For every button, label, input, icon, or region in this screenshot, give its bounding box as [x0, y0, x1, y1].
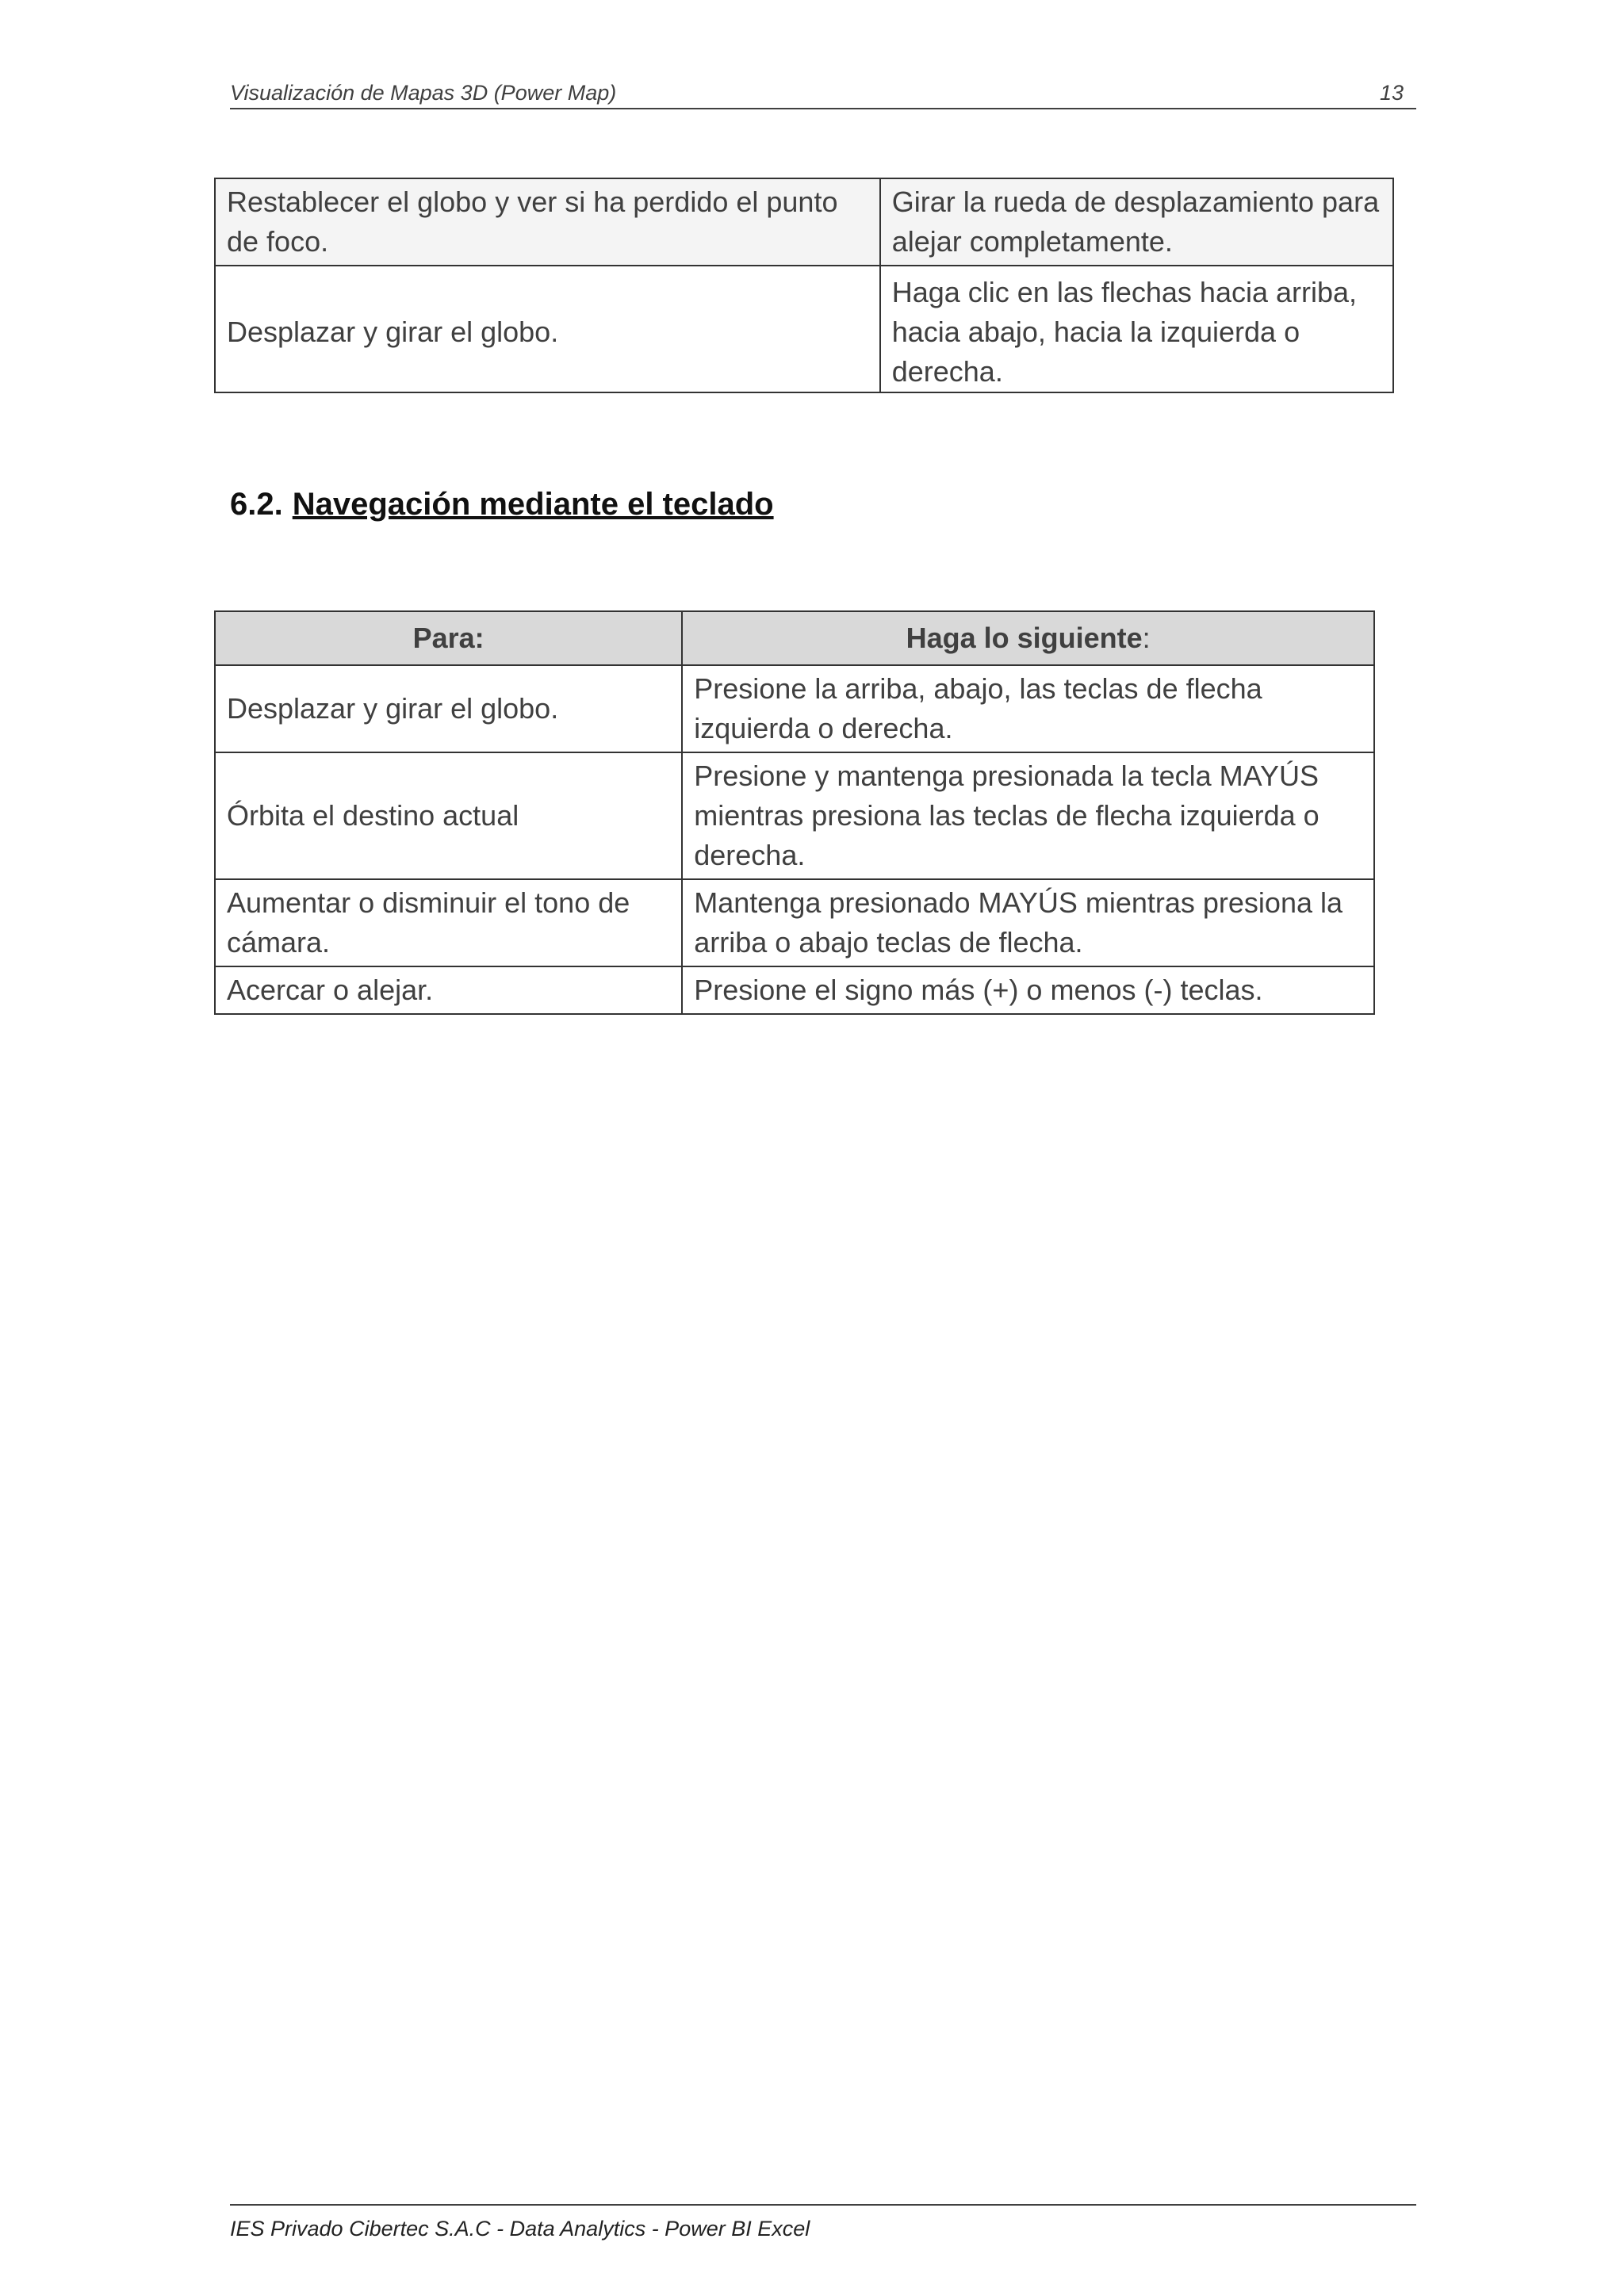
table-header-row [215, 611, 1374, 665]
table-cell-instruction: Presione el signo más (+) o menos (-) teclas. [682, 966, 1374, 1014]
table-row [215, 879, 1374, 966]
table-cell-action: Órbita el destino actual [215, 752, 682, 879]
table-cell-action: Desplazar y girar el globo. [215, 266, 880, 392]
table-cell-instruction: Girar la rueda de desplazamiento para alejar completamente. [880, 178, 1393, 266]
table-cell-action: Restablecer el globo y ver si ha perdido el punto de foco. [215, 178, 880, 266]
table-cell-instruction: Presione la arriba, abajo, las teclas de flecha izquierda o derecha. [682, 665, 1374, 752]
footer-text: IES Privado Cibertec S.A.C - Data Analytics - Power BI Excel [230, 2217, 810, 2241]
column-header-colon: : [1142, 622, 1151, 654]
table-cell-instruction: Haga clic en las flechas hacia arriba, hacia abajo, hacia la izquierda o derecha. [880, 266, 1393, 392]
table-cell-action: Desplazar y girar el globo. [215, 665, 682, 752]
section-heading [230, 487, 774, 522]
page-header [230, 76, 1416, 109]
table-cell-instruction: Mantenga presionado MAYÚS mientras presiona la arriba o abajo teclas de flecha. [682, 879, 1374, 966]
table-row [215, 178, 1393, 266]
column-header-haga [682, 611, 1374, 665]
page-number: 13 [1379, 81, 1404, 105]
table-row [215, 266, 1393, 392]
header-title: Visualización de Mapas 3D (Power Map) [230, 81, 617, 105]
page-footer [230, 2204, 1416, 2241]
keyboard-navigation-table [214, 610, 1375, 1015]
section-title: Navegación mediante el teclado [292, 487, 774, 522]
mouse-navigation-table [214, 178, 1394, 393]
table-row [215, 665, 1374, 752]
table-row [215, 752, 1374, 879]
table-cell-action: Acercar o alejar. [215, 966, 682, 1014]
table-row [215, 966, 1374, 1014]
column-header-haga-text: Haga lo siguiente [906, 622, 1143, 654]
column-header-para: Para: [215, 611, 682, 665]
table-cell-action: Aumentar o disminuir el tono de cámara. [215, 879, 682, 966]
table-cell-instruction: Presione y mantenga presionada la tecla MAYÚS mientras presiona las teclas de flecha izquierda o derecha. [682, 752, 1374, 879]
section-number: 6.2. [230, 487, 283, 522]
